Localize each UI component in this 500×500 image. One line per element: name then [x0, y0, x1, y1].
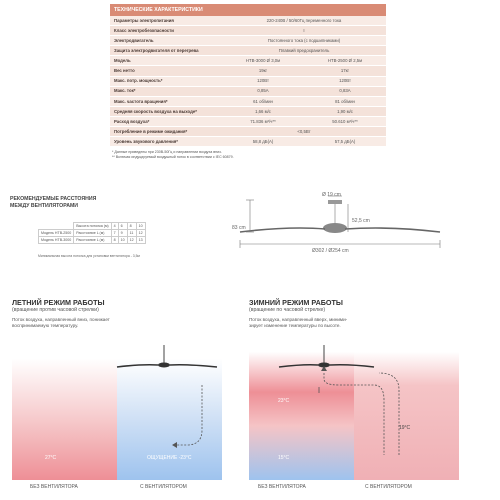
- table-row: [110, 16, 386, 26]
- spec-value: 220-240В / 50/60Гц переменного тока: [266, 17, 342, 23]
- winter-text-line: Поток воздуха, направленный вверх, миними-: [249, 317, 348, 322]
- height-cell: 10: [136, 223, 145, 230]
- summer-text: [12, 317, 232, 329]
- spec-label: Макс. потр. мощность*: [114, 78, 163, 84]
- table-row: [110, 56, 386, 66]
- dim-blade-height: 52,5 cm: [352, 218, 370, 224]
- value-cell: 12: [127, 237, 136, 244]
- summer-text-line: Поток воздуха, направленный вниз, понижает: [12, 317, 110, 322]
- spec-value-model-2500: 57,5 дБ(А): [334, 138, 356, 144]
- winter-subtitle: (вращение по часовой стрелке): [249, 307, 326, 313]
- distance-header-label: Высота потолка (м): [74, 223, 111, 230]
- distance-title-line2: МЕЖДУ ВЕНТИЛЯТОРАМИ: [10, 202, 78, 209]
- winter-bottom-temp: 15°C: [278, 455, 290, 461]
- winter-mode-block: [249, 298, 489, 329]
- spec-value-model-3000: 19кг: [258, 68, 268, 74]
- value-cell: 11: [127, 230, 136, 237]
- spec-value-model-2500: 0,83А: [339, 88, 351, 94]
- height-cell: 8: [127, 223, 136, 230]
- table-row: [39, 237, 146, 244]
- winter-caption-with-fan: С ВЕНТИЛЯТОРОМ: [365, 484, 412, 490]
- spec-label: Уровень звукового давления*: [114, 138, 178, 144]
- spec-value-model-2500: 50.610 м³/ч**: [332, 118, 358, 124]
- winter-text-line: зирует изменение температуры по высоте.: [249, 323, 341, 329]
- spec-table: [110, 4, 386, 160]
- winter-top-temp: 23°C: [278, 398, 290, 404]
- spec-rows: [110, 16, 386, 147]
- spec-value-model-2500: 81 об/мин: [335, 98, 355, 104]
- table-row: [110, 107, 386, 117]
- spec-value: I: [303, 27, 305, 33]
- distance-title-line1: РЕКОМЕНДУЕМЫЕ РАССТОЯНИЯ: [10, 196, 97, 202]
- value-cell: 13: [136, 237, 145, 244]
- label-cell: Расстояние L (м): [74, 237, 111, 244]
- winter-caption-without-fan: БЕЗ ВЕНТИЛЯТОРА: [258, 484, 306, 490]
- value-cell: 9: [118, 230, 127, 237]
- height-cell: 6: [118, 223, 127, 230]
- table-row: [39, 230, 146, 237]
- spec-value-model-3000: 0,85А: [257, 88, 269, 94]
- spec-value-model-2500: 120Вт: [339, 78, 351, 84]
- spec-label: Потребление в режиме ожидания*: [114, 128, 188, 134]
- spec-label: Электродвигатель: [114, 37, 154, 43]
- winter-right-temp: 19°C: [399, 425, 411, 431]
- summer-right-temp: ОЩУЩЕНИЕ -23°C: [147, 455, 192, 461]
- dim-top-diameter: Ø 19 cm: [322, 192, 341, 198]
- summer-text-line: воспринимаемую температуру.: [12, 323, 79, 329]
- fan-dimension-drawing: [230, 188, 490, 278]
- spec-notes: [110, 147, 386, 160]
- spec-label: Макс. частота вращения*: [114, 98, 168, 104]
- spec-note: ** Включая индуцируемый воздушный поток в соответствии с IEC 60879.: [112, 155, 234, 160]
- spec-note: * Данные приведены при 230В-50Гц и направлении воздуха вниз.: [112, 150, 222, 155]
- spec-value-model-3000: 71.836 м³/ч**: [250, 118, 276, 124]
- table-row: [110, 137, 386, 147]
- table-row: [110, 117, 386, 127]
- value-cell: 7: [111, 230, 118, 237]
- spec-label: Параметры электропитания: [114, 17, 174, 23]
- summer-title: ЛЕТНИЙ РЕЖИМ РАБОТЫ: [12, 298, 105, 307]
- table-row: [110, 97, 386, 107]
- summer-caption-with-fan: С ВЕНТИЛЯТОРОМ: [140, 484, 187, 490]
- table-row: [110, 46, 386, 56]
- distance-header-row: [39, 223, 146, 230]
- spec-value: Плавкий предохранитель: [278, 48, 330, 54]
- summer-mode-block: [12, 298, 232, 329]
- spec-value-model-3000: 1,66 м/с: [255, 108, 271, 114]
- spec-title: ТЕХНИЧЕСКИЕ ХАРАКТЕРИСТИКИ: [110, 4, 386, 16]
- winter-title: ЗИМНИЙ РЕЖИМ РАБОТЫ: [249, 298, 343, 307]
- summer-subtitle: (вращение против часовой стрелки): [12, 307, 99, 313]
- distance-footnote: Минимальная высота потолка для установки вентилятора - 3,5м: [38, 254, 140, 258]
- spec-value-model-3000: 61 об/мин: [253, 98, 273, 104]
- table-row: [110, 127, 386, 137]
- spec-label: Защита электродвигателя от перегрева: [114, 48, 199, 54]
- distance-title: [10, 196, 96, 209]
- spec-value-model-2500: НТВ-2500 Ø 2,5м: [327, 58, 363, 64]
- winter-text: [249, 317, 489, 329]
- label-cell: Расстояние L (м): [74, 230, 111, 237]
- spec-value-model-3000: НТВ-3000 Ø 3,0м: [245, 58, 281, 64]
- spec-value: Постоянного тока (с подшипниками): [267, 37, 341, 43]
- spec-label: Модель: [114, 58, 131, 64]
- table-row: [110, 66, 386, 76]
- value-cell: 10: [118, 237, 127, 244]
- spec-label: Класс электробезопасности: [114, 27, 174, 33]
- table-row: [110, 26, 386, 36]
- dim-height: 83 cm: [232, 225, 246, 231]
- spec-label: Средняя скорость воздуха на выходе*: [114, 108, 197, 114]
- spec-label: Расход воздуха*: [114, 118, 150, 124]
- table-row: [110, 87, 386, 97]
- model-cell: Модель НТВ-2500: [39, 230, 74, 237]
- distance-table: [38, 222, 146, 244]
- summer-caption-without-fan: БЕЗ ВЕНТИЛЯТОРА: [30, 484, 78, 490]
- value-cell: 12: [136, 230, 145, 237]
- spec-label: Макс. ток*: [114, 88, 136, 94]
- spec-value-model-3000: 58,8 дБ(А): [252, 138, 274, 144]
- summer-left-temp: 27°C: [45, 455, 57, 461]
- dim-span: Ø302 / Ø254 cm: [312, 248, 349, 254]
- table-row: [110, 77, 386, 87]
- spec-value-model-2500: 17кг: [340, 68, 350, 74]
- spec-label: Вес нетто: [114, 68, 135, 74]
- spec-value-model-2500: 1,90 м/с: [337, 108, 353, 114]
- table-row: [110, 36, 386, 46]
- spec-value-model-3000: 120Вт: [257, 78, 269, 84]
- height-cell: 4: [111, 223, 118, 230]
- model-cell: Модель НТВ-3000: [39, 237, 74, 244]
- spec-value: <0,5Вт: [297, 128, 311, 134]
- value-cell: 8: [111, 237, 118, 244]
